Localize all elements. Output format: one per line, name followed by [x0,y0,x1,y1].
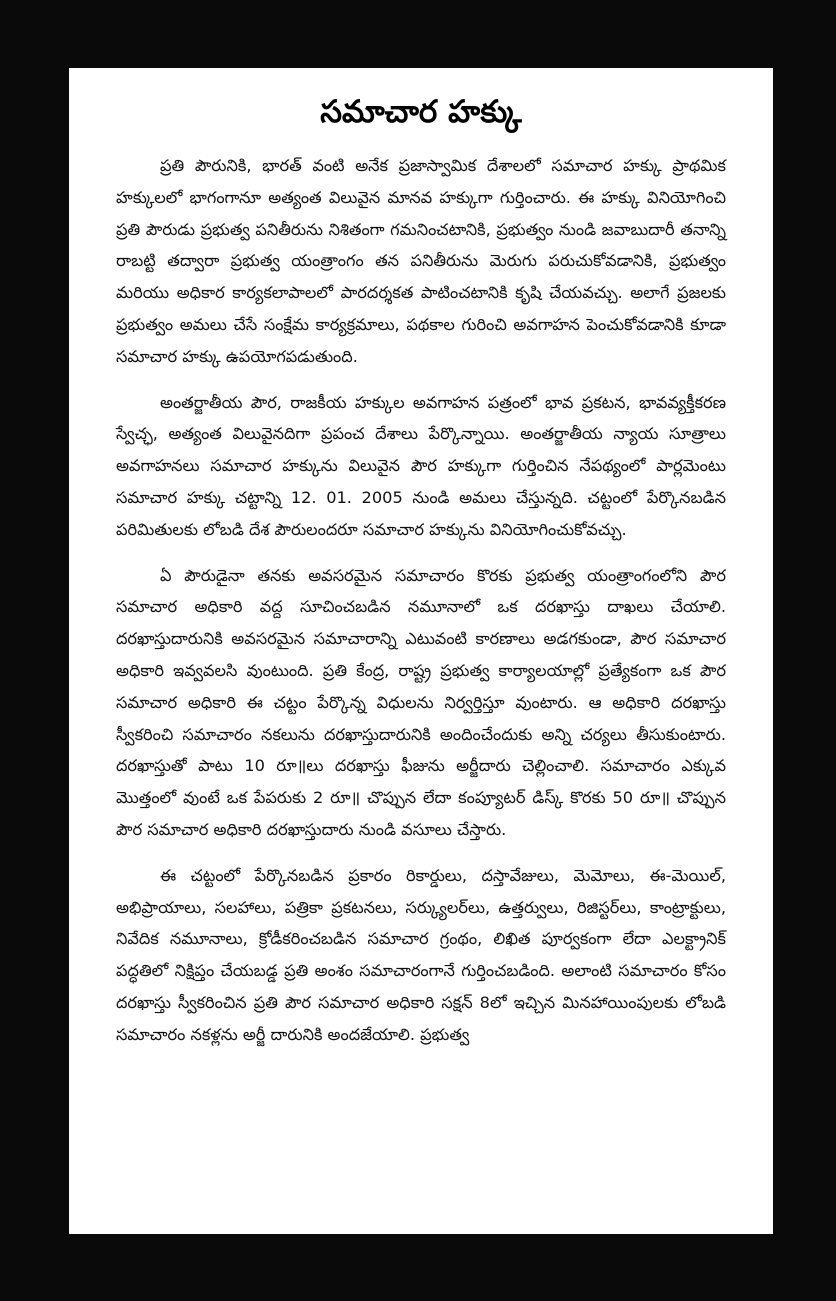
document-page [69,68,773,1234]
paragraph-3: ఏ పౌరుడైనా తనకు అవసరమైన సమాచారం కొరకు ప్రభుత్వ యంత్రాంగంలోని పౌర సమాచార అధికారి వద్ద సూచించబడిన నమూనాలో ఒక దరఖాస్తు దాఖలు చేయాలి. దరఖాస్తుదారునికి అవసరమైన సమాచారాన్ని ఎటువంటి కారణాలు అడగకుండా, పౌర సమాచార అధికారి ఇవ్వవలసి వుంటుంది. ప్రతి కేంద్ర, రాష్ట్ర ప్రభుత్వ కార్యాలయాల్లో ప్రత్యేకంగా ఒక పౌర సమాచార అధికారి ఈ చట్టం పేర్కొన్న విధులను నిర్వర్తిస్తూ వుంటారు. ఆ అధికారి దరఖాస్తు స్వీకరించి సమాచారం నకలును దరఖాస్తుదారునికి అందించేందుకు అన్ని చర్యలు తీసుకుంటారు. దరఖాస్తుతో పాటు 10 రూ॥లు దరఖాస్తు ఫీజును అర్జీదారు చెల్లించాలి. సమాచారం ఎక్కువ మొత్తంలో వుంటే ఒక పేపరుకు 2 రూ॥ చొప్పున లేదా కంప్యూటర్ డిస్క్ కొరకు 50 రూ॥ చొప్పున పౌర సమాచార అధికారి దరఖాస్తుదారు నుండి వసూలు చేస్తారు. [116,565,726,839]
paragraph-1: ప్రతి పౌరునికి, భారత్ వంటి అనేక ప్రజాస్వామిక దేశాలలో సమాచార హక్కు ప్రాథమిక హక్కులలో భాగంగానూ అత్యంత విలువైన మానవ హక్కుగా గుర్తించారు. ఈ హక్కు వినియోగించి ప్రతి పౌరుడు ప్రభుత్వ పనితీరును నిశితంగా గమనించటానికి, ప్రభుత్వం నుండి జవాబుదారీ తనాన్ని రాబట్టి తద్వారా ప్రభుత్వ యంత్రాంగం తన పనితీరును మెరుగు పరుచుకోవడానికి, ప్రభుత్వం మరియు అధికార కార్యకలాపాలలో పారదర్శకత పాటించటానికి కృషి చేయవచ్చు. అలాగే ప్రజలకు ప్రభుత్వం అమలు చేసే సంక్షేమ కార్యక్రమాలు, పథకాల గురించి అవగాహన పెంచుకోవడానికి కూడా సమాచార హక్కు ఉపయోగపడుతుంది. [116,156,726,366]
page-title: సమాచార హక్కు [320,94,522,130]
paragraph-2: అంతర్జాతీయ పౌర, రాజకీయ హక్కుల అవగాహన పత్రంలో భావ ప్రకటన, భావవ్యక్తీకరణ స్వేచ్ఛ, అత్యంత విలువైనదిగా ప్రపంచ దేశాలు పేర్కొన్నాయి. అంతర్జాతీయ న్యాయ సూత్రాలు అవగాహనలు సమాచార హక్కును విలువైన పౌర హక్కుగా గుర్తించిన నేపథ్యంలో పార్లమెంటు సమాచార హక్కు చట్టాన్ని 12. 01. 2005 నుండి అమలు చేస్తున్నది. చట్టంలో పేర్కొనబడిన పరిమితులకు లోబడి దేశ పౌరులందరూ సమాచార హక్కును వినియోగించుకోవచ్చు. [116,392,726,539]
paragraph-4: ఈ చట్టంలో పేర్కొనబడిన ప్రకారం రికార్డులు, దస్తావేజులు, మెమోలు, ఈ-మెయిల్, అభిప్రాయాలు, సలహాలు, పత్రికా ప్రకటనలు, సర్క్యులర్‌లు, ఉత్తర్వులు, రిజిస్టర్‌లు, కాంట్రాక్టులు, నివేదిక నమూనాలు, క్రోడీకరించబడిన సమాచార గ్రంథం, లిఖిత పూర్వకంగా లేదా ఎలక్ట్రానిక్ పద్ధతిలో నిక్షిప్తం చేయబడ్డ ప్రతి అంశం సమాచారంగానే గుర్తించబడింది. అలాంటి సమాచారం కోసం దరఖాస్తు స్వీకరించిన ప్రతి పౌర సమాచార అధికారి సక్షన్ 8లో ఇచ్చిన మినహాయింపులకు లోబడి సమాచారం నకళ్లను అర్జీ దారునికి అందజేయాలి. ప్రభుత్వ [116,865,726,1044]
